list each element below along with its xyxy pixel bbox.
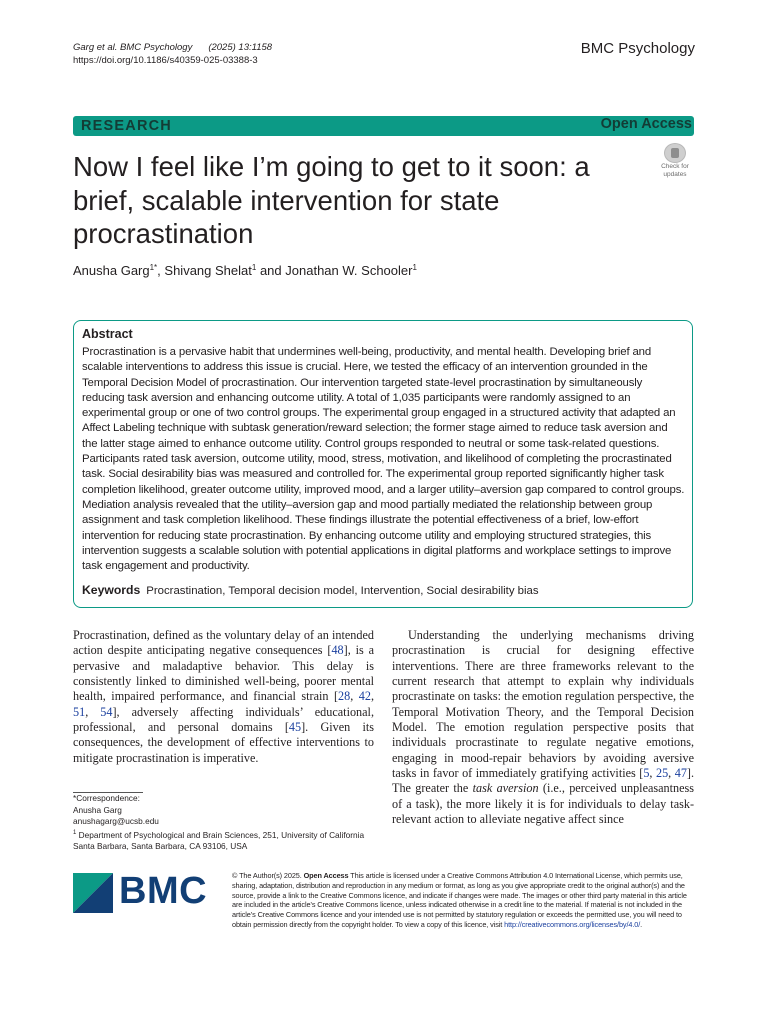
abstract-heading: Abstract bbox=[82, 327, 133, 341]
emphasis: task aversion bbox=[472, 781, 539, 796]
running-header bbox=[73, 41, 272, 67]
abstract-text: Procrastination is a pervasive habit that undermines well-being, productivity, and mental health. Developing brief and scalable interventions to address this issue is crucial. Here, we tested the efficacy of an intervention grounded in the Temporal Decision Model of procrastination. Our intervention targeted state-level procrastination by simultaneously reducing task aversion and enhancing outcome utility. A total of 1,035 participants were randomly assigned to an experimental group or one of two control groups. The experimental group engaged in a structured activity that adapted an Affect Labeling technique with subtask generation/reward selection; the former stage aimed to reduce task aversion and the latter stage aimed to enhance outcome utility. Control groups responded to neutral or some task-related questions. Participants rated task aversion, outcome utility, mood, stress, motivation, and likelihood of completing the procrastinated task. Social desirability bias was measured and controlled for. The experimental group reported significantly higher task completion likelihood, greater outcome utility, improved mood, and a larger utility–aversion gap compared to control groups. Mediation analysis revealed that the utility–aversion gap and mood partially mediated the relationship between group assignment and task completion likelihood. These findings illustrate the potential effectiveness of a brief, low-effort intervention for reducing state procrastination. By enhancing outcome utility and employing structured strategies, this intervention suggests a scalable solution with potential applications in digital platforms and workplace settings to improve task engagement and productivity. bbox=[82, 346, 685, 573]
license-statement bbox=[232, 871, 694, 930]
bmc-logo bbox=[73, 870, 213, 913]
body-column-right bbox=[392, 628, 694, 827]
affiliation-mark: 1 bbox=[73, 829, 77, 836]
text-run: Procrastination, defined as the voluntary delay of an intended action despite anticipating negative consequences [ bbox=[73, 628, 374, 658]
text-run: ], is a pervasive and maladaptive behavior. This delay is consistently linked to diminished well-being, poorer mental health, impaired performance, and financial strain [ bbox=[73, 643, 374, 704]
citation-link[interactable]: 54 bbox=[100, 704, 113, 719]
author-affiliation-mark: 1* bbox=[149, 263, 158, 272]
author-affiliation-mark: 1 bbox=[412, 263, 417, 272]
header-authors: Garg et al. BMC Psychology bbox=[73, 42, 193, 53]
license-suffix: . bbox=[640, 919, 643, 929]
citation-link[interactable]: 47 bbox=[674, 766, 687, 781]
author-name[interactable]: Shivang Shelat bbox=[164, 263, 252, 278]
paragraph: Procrastination, defined as the voluntary delay of an intended action despite anticipating negative consequences [48], is a pervasive and maladaptive behavior. This delay is consistently linked to diminished well-being, poorer mental health, impaired performance, and financial strain [28, 42, 51, 54], adversely affecting individuals’ educational, professional, and personal domains [45]. Given its consequences, the development of effective interventions to mitigate procrastination is imperative. bbox=[73, 628, 374, 765]
citation-link[interactable]: 51 bbox=[73, 704, 86, 719]
text-run: ]. The greater the bbox=[392, 766, 695, 796]
license-open-access: Open Access bbox=[303, 871, 349, 880]
check-updates-label: Check for updates bbox=[661, 163, 689, 178]
bmc-logo-text: BMC bbox=[119, 870, 208, 912]
bmc-mark-icon bbox=[73, 873, 113, 913]
text-run: ], adversely affecting individuals’ educational, professional, and personal domains [ bbox=[73, 704, 374, 735]
correspondence-name: Anusha Garg bbox=[73, 804, 122, 815]
citation-link[interactable]: 42 bbox=[358, 689, 371, 704]
text-run: Understanding the underlying mechanisms driving procrastination is crucial for designing effective interventions. There are three frameworks relevant to the current research that attempt to explain why individuals procrastinate on tasks: the emotion regulation perspective, the Temporal Motivation Theory, and the Temporal Decision Model. The emotion regulation perspective posits that individuals procrastinate to regulate negative emotions, engaging in mood-repair behaviors by avoiding aversive tasks in favor of immediately gratifying activities [ bbox=[392, 628, 694, 781]
text-run: ]. Given its consequences, the development of effective interventions to mitigate procrastination is imperative. bbox=[73, 720, 374, 765]
journal-name: BMC Psychology bbox=[580, 40, 695, 57]
citation-link[interactable]: 28 bbox=[338, 689, 351, 704]
correspondence-footnote bbox=[73, 793, 373, 852]
keywords bbox=[82, 583, 539, 597]
open-access-label: Open Access bbox=[600, 116, 692, 132]
header-year-volume: (2025) 13:1158 bbox=[208, 42, 273, 53]
citation-link[interactable]: 48 bbox=[331, 643, 344, 658]
body-column-left bbox=[73, 628, 374, 766]
license-link[interactable]: http://creativecommons.org/licenses/by/4.0/ bbox=[504, 919, 641, 929]
correspondence-email[interactable]: anushagarg@ucsb.edu bbox=[73, 816, 159, 826]
author-conjunction: and bbox=[259, 263, 282, 278]
author-name[interactable]: Anusha Garg bbox=[73, 263, 150, 278]
keywords-label: Keywords bbox=[82, 583, 141, 597]
citation-link[interactable]: 25 bbox=[655, 766, 669, 781]
license-body: This article is licensed under a Creative Commons Attribution 4.0 International License, which permits use, sharing, adaptation, distribution and reproduction in any medium or format, as long as you give appropriate credit to the original author(s) and the source, provide a link to the Creative Commons licence, and indicate if changes were made. The images or other third party material in this article are included in the article’s Creative Commons licence, unless indicated otherwise in a credit line to the material. If material is not included in the article’s Creative Commons licence and your intended use is not permitted by statutory regulation or exceeds the permitted use, you will need to obtain permission directly from the copyright holder. To view a copy of this licence, visit bbox=[232, 871, 687, 929]
doi-link[interactable]: https://doi.org/10.1186/s40359-025-03388-3 bbox=[73, 55, 258, 66]
text-run: (i.e., perceived unpleasantness of a task), the more likely it is for individuals to delay task-relevant action to alleviate negative affect since bbox=[392, 781, 695, 827]
author-name[interactable]: Jonathan W. Schooler bbox=[285, 263, 413, 278]
article-title: Now I feel like I’m going to get to it soon: a brief, scalable intervention for state procrastination bbox=[73, 151, 590, 249]
affiliation bbox=[73, 828, 373, 853]
paragraph: Understanding the underlying mechanisms driving procrastination is crucial for designing effective interventions. There are three frameworks relevant to the current research that attempt to explain why individuals procrastinate on tasks: the emotion regulation perspective, the Temporal Motivation Theory, and the Temporal Decision Model. The emotion regulation perspective posits that individuals procrastinate to regulate negative emotions, engaging in mood-repair behaviors by avoiding aversive tasks in favor of immediately gratifying activities [5, 25, 47]. The greater the task aversion (i.e., perceived unpleasantness of a task), the more likely it is for individuals to delay task-relevant action to alleviate negative affect since bbox=[392, 628, 695, 827]
update-icon bbox=[664, 143, 686, 163]
author-list: Anusha Garg$^{1*}$, Shivang Shelat$^1$ and Jonathan W. Schooler$^1$ bbox=[73, 263, 417, 278]
correspondence-label: *Correspondence: bbox=[73, 793, 140, 803]
section-label: RESEARCH bbox=[81, 118, 172, 134]
keywords-list: Procrastination, Temporal decision model, Intervention, Social desirability bias bbox=[146, 585, 539, 597]
author-affiliation-mark: 1 bbox=[251, 263, 257, 272]
citation-link[interactable]: 5 bbox=[643, 766, 650, 781]
affiliation-text: Department of Psychological and Brain Sciences, 251, University of California Santa Barbara, Santa Barbara, CA 93106, USA bbox=[73, 829, 365, 851]
check-for-updates-button[interactable] bbox=[655, 141, 695, 181]
citation-link[interactable]: 45 bbox=[288, 720, 302, 735]
license-prefix: © The Author(s) 2025. bbox=[232, 871, 302, 880]
